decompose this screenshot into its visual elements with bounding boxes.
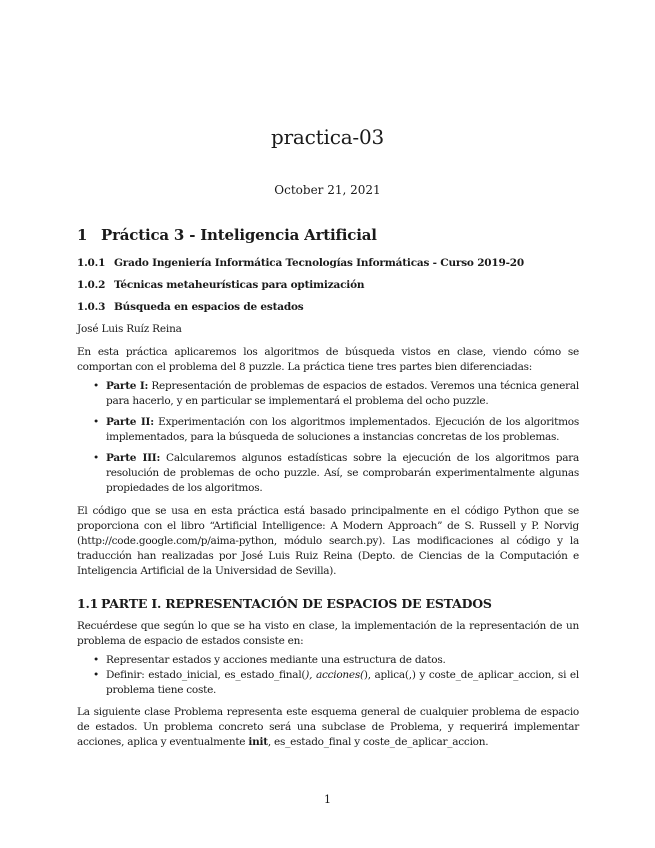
part-label: Parte II: bbox=[106, 416, 154, 428]
subsection-heading-1-0-3 bbox=[77, 300, 304, 314]
definition-list bbox=[77, 653, 579, 698]
part-label: Parte I: bbox=[106, 380, 149, 392]
class-text-bold: init bbox=[248, 736, 268, 748]
subsection-number: 1.0.3 bbox=[77, 301, 106, 313]
list-text: Representar estados y acciones mediante una estructura de datos. bbox=[106, 654, 446, 666]
part-text: Calcularemos algunos estadísticas sobre la ejecución de los algoritmos para resolución de problemas de ocho puzzle. Así, se comprobarán experimentalmente algunas propiedades de los algoritmos. bbox=[106, 452, 580, 494]
list-text-part: Definir: estado_inicial, es_estado_final( bbox=[106, 669, 306, 681]
subsection-number: 1.0.1 bbox=[77, 257, 106, 269]
author-line: José Luis Ruíz Reina bbox=[77, 323, 182, 335]
code-origin-paragraph: El código que se usa en esta práctica está basado principalmente en el código Python que se proporciona con el libro “Artificial Intelligence: A Modern Approach” de S. Russell y P. Norvig (http://code.google.com/p/aima-python, módulo search.py). Las modificaciones al código y la traducción han realizadas por José Luis Ruiz Reina (Depto. de Ciencias de la Computación e Inteligencia Artificial de la Universidad de Sevilla). bbox=[77, 505, 579, 577]
subsection-heading-1-0-2 bbox=[77, 278, 364, 292]
document-date: October 21, 2021 bbox=[274, 183, 381, 197]
subsection-number: 1.0.2 bbox=[77, 279, 106, 291]
section-heading-1 bbox=[77, 225, 377, 245]
list-item-part-1 bbox=[77, 379, 579, 409]
subsection-title: Grado Ingeniería Informática Tecnologías Informáticas - Curso 2019-20 bbox=[114, 257, 524, 269]
section-title: Práctica 3 - Inteligencia Artificial bbox=[101, 226, 377, 244]
subsection-heading-1-0-1 bbox=[77, 256, 524, 270]
part-text: Representación de problemas de espacios de estados. Veremos una técnica general para hacerlo, y en particular se implementará el problema del ocho puzzle. bbox=[106, 380, 579, 407]
section-number: 1 bbox=[77, 226, 88, 244]
class-text-part: , es_estado_final y coste_de_aplicar_accion. bbox=[267, 736, 489, 748]
subsection-title: Búsqueda en espacios de estados bbox=[114, 301, 304, 313]
bullet-icon: • bbox=[93, 416, 99, 428]
page-number: 1 bbox=[324, 793, 331, 806]
section-heading-1-1 bbox=[77, 596, 492, 612]
list-item-define bbox=[77, 668, 579, 698]
bullet-icon: • bbox=[93, 452, 99, 464]
bullet-icon: • bbox=[93, 654, 99, 666]
bullet-icon: • bbox=[93, 380, 99, 392]
list-text-part: ), aplica(,) y coste_de_aplicar_accion, si el problema tiene coste. bbox=[106, 669, 579, 696]
class-text-part: La siguiente clase Problema representa este esquema general de cualquier problema de espacio de estados. Un problema concreto será una subclase de Problema, y requerirá implementar acciones, aplica y eventualmente bbox=[77, 706, 579, 748]
list-item-part-2 bbox=[77, 415, 579, 445]
document-title: practica-03 bbox=[270, 125, 385, 149]
class-paragraph bbox=[77, 705, 579, 750]
subsection-title: Técnicas metaheurísticas para optimización bbox=[114, 279, 365, 291]
bullet-icon: • bbox=[93, 669, 99, 681]
section-number: 1.1 bbox=[77, 596, 99, 611]
list-item-part-3 bbox=[77, 451, 579, 496]
part-text: Experimentación con los algoritmos implementados. Ejecución de los algoritmos implementados, para la búsqueda de soluciones a instancias concretas de los problemas. bbox=[106, 416, 579, 443]
part-label: Parte III: bbox=[106, 452, 161, 464]
list-item-represent bbox=[77, 653, 579, 668]
intro-paragraph: En esta práctica aplicaremos los algoritmos de búsqueda vistos en clase, viendo cómo se comportan con el problema del 8 puzzle. La práctica tiene tres partes bien diferenciadas: bbox=[77, 346, 579, 373]
recall-paragraph: Recuérdese que según lo que se ha visto en clase, la implementación de la representación de un problema de espacio de estados consiste en: bbox=[77, 620, 579, 647]
section-title: PARTE I. REPRESENTACIÓN DE ESPACIOS DE ESTADOS bbox=[101, 596, 492, 611]
parts-list bbox=[77, 379, 579, 496]
list-text-italic: ), acciones( bbox=[305, 669, 364, 681]
